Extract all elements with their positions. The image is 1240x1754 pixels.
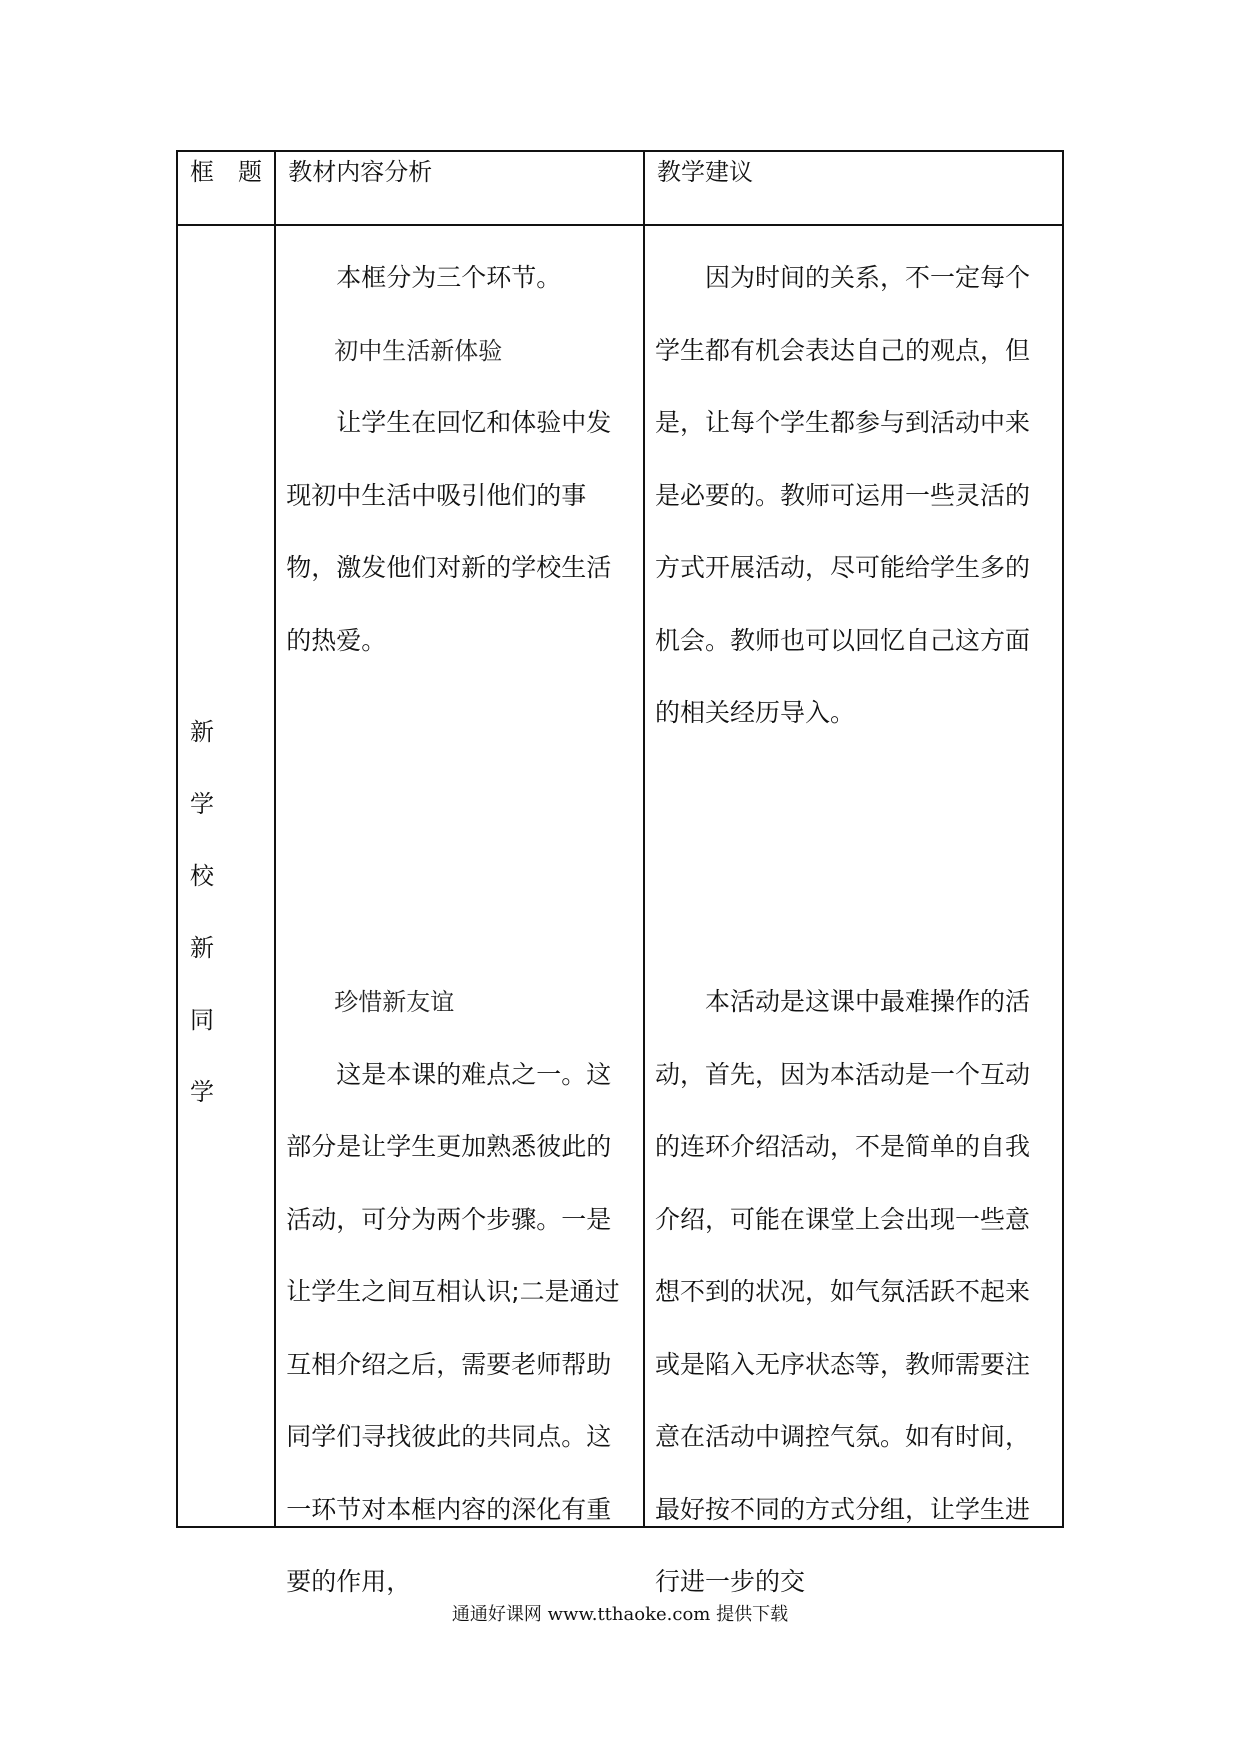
section2-title: 珍惜新友谊 [334,988,455,1016]
header-content-analysis: 教材内容分析 [275,151,644,225]
page-footer: 通通好课网 www.tthaoke.com 提供下载 [451,1604,789,1625]
table-row [177,225,1063,1527]
lesson-analysis-table [176,150,1064,1596]
section1-text: 让学生在回忆和体验中发现初中生活中吸引他们的事物，激发他们对新的学校生活的热爱。 [286,408,612,655]
suggestion-text-1: 因为时间的关系，不一定每个学生都有机会表达自己的观点，但是，让每个学生都参与到活动中来是必要的。教师可运用一些灵活的方式开展活动，尽可能给学生多的机会。教师也可以回忆自己这方面的相关经历导入。 [655,263,1031,727]
section2-text: 这是本课的难点之一。这部分是让学生更加熟悉彼此的活动，可分为两个步骤。一是让学生之间互相认识;二是通过互相介绍之后，需要老师帮助同学们寻找彼此的共同点。这一环节对本框内容的深化有重要的作用， [286,1059,620,1596]
header-topic: 框 题 [177,151,275,225]
topic-cell [177,225,275,1527]
topic-title: 新学校新同学 [190,718,214,1106]
suggestion-text-2: 本活动是这课中最难操作的活动，首先，因为本活动是一个互动的连环介绍活动，不是简单的自我介绍，可能在课堂上会出现一些意想不到的状况，如气氛活跃不起来或是陷入无序状态等，教师需要注意在活动中调控气氛。如有时间，最好按不同的方式分组，让学生进行进一步的交 [655,987,1031,1596]
analysis-cell [275,225,644,1596]
header-teaching-suggestions: 教学建议 [644,151,1063,225]
suggestions-cell [644,225,1063,1596]
analysis-intro: 本框分为三个环节。 [336,263,562,292]
table-header-row [177,151,1063,225]
section1-title: 初中生活新体验 [334,336,503,365]
